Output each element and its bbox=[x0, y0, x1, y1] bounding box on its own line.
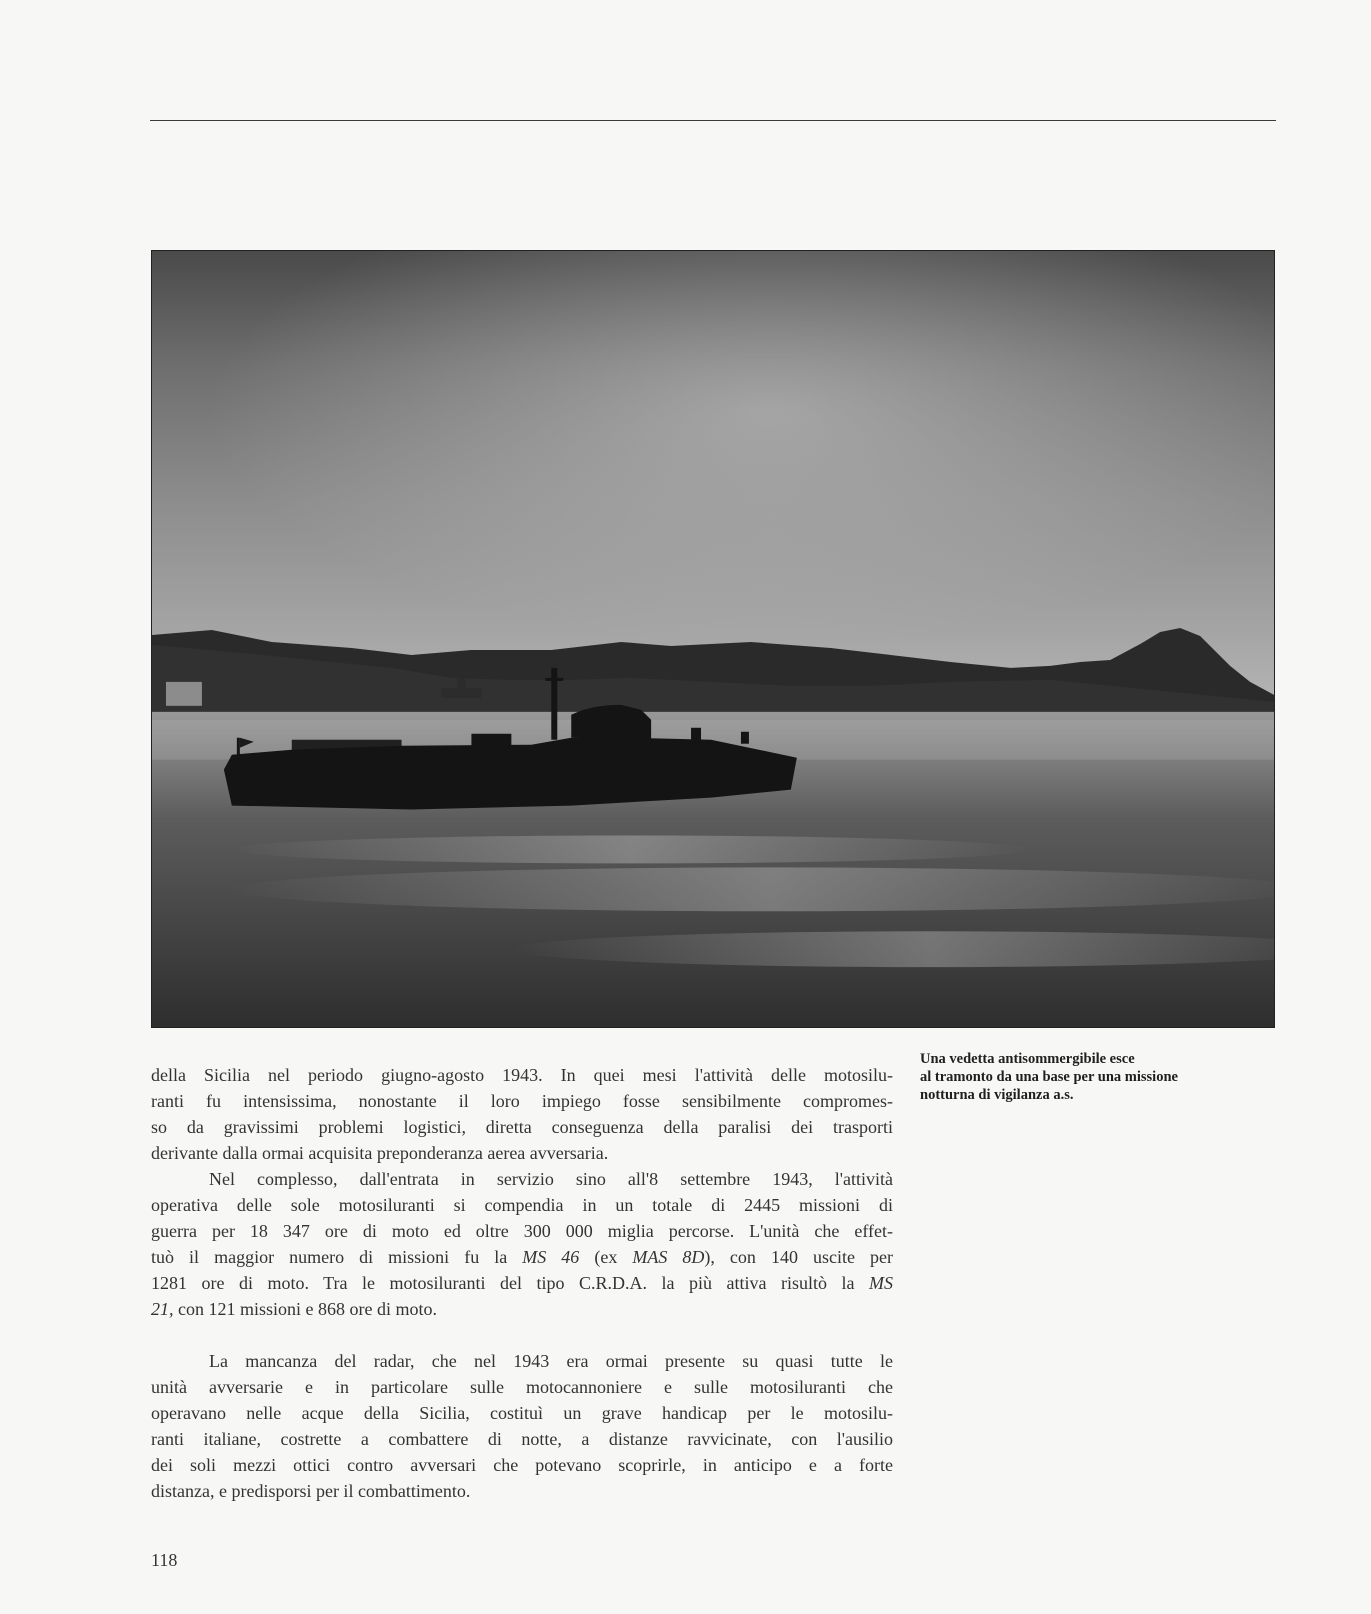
text-line: dei soli mezzi ottici contro avversari che potevano scoprirle, in anticipo e a forte bbox=[151, 1455, 893, 1475]
paragraph-gap bbox=[151, 1322, 893, 1348]
text-line: so da gravissimi problemi logistici, diretta conseguenza della paralisi dei trasporti bbox=[151, 1117, 893, 1137]
paragraph-3 bbox=[151, 1348, 893, 1504]
text-line: La mancanza del radar, che nel 1943 era ormai presente su quasi tutte le bbox=[209, 1351, 893, 1371]
header-rule bbox=[150, 120, 1276, 121]
text-line: distanza, e predisporsi per il combattimento. bbox=[151, 1481, 471, 1501]
text-line: Nel complesso, dall'entrata in servizio sino all'8 settembre 1943, l'attività bbox=[209, 1169, 893, 1189]
photo-caption bbox=[920, 1050, 1280, 1104]
text-line: unità avversarie e in particolare sulle motocannoniere e sulle motosiluranti che bbox=[151, 1377, 893, 1397]
vessel-name-21: 21, bbox=[151, 1299, 174, 1319]
text-line: operativa delle sole motosiluranti si compendia in un totale di 2445 missioni di bbox=[151, 1195, 893, 1215]
text-line: derivante dalla ormai acquisita preponderanza aerea avversaria. bbox=[151, 1143, 609, 1163]
page-number: 118 bbox=[151, 1550, 178, 1570]
vessel-name-ms: MS bbox=[869, 1273, 893, 1293]
caption-line: notturna di vigilanza a.s. bbox=[920, 1087, 1074, 1103]
text-line bbox=[151, 1270, 893, 1296]
text-run: 1281 ore di moto. Tra le motosiluranti del tipo C.R.D.A. la più attiva risultò la bbox=[151, 1273, 869, 1293]
vessel-name-mas8d: MAS 8D bbox=[632, 1247, 705, 1267]
text-line: ranti italiane, costrette a combattere di notte, a distanze ravvicinate, con l'ausilio bbox=[151, 1429, 893, 1449]
text-line: della Sicilia nel periodo giugno-agosto 1943. In quei mesi l'attività delle motosilu- bbox=[151, 1065, 893, 1085]
paragraph-1 bbox=[151, 1062, 893, 1166]
body-text bbox=[151, 1062, 893, 1504]
text-run: tuò il maggior numero di missioni fu la bbox=[151, 1247, 523, 1267]
text-line bbox=[151, 1244, 893, 1270]
photo-illustration bbox=[152, 251, 1274, 1027]
text-line: ranti fu intensissima, nonostante il loro impiego fosse sensibilmente compromes- bbox=[151, 1091, 893, 1111]
text-line bbox=[151, 1296, 893, 1322]
text-line: guerra per 18 347 ore di moto ed oltre 300 000 miglia percorse. L'unità che effet- bbox=[151, 1221, 893, 1241]
text-line: operavano nelle acque della Sicilia, costituì un grave handicap per le motosilu- bbox=[151, 1403, 893, 1423]
caption-line: Una vedetta antisommergibile esce bbox=[920, 1051, 1135, 1067]
text-run: con 121 missioni e 868 ore di moto. bbox=[173, 1299, 437, 1319]
text-run: (ex bbox=[579, 1247, 633, 1267]
vessel-name-ms46: MS 46 bbox=[522, 1247, 580, 1267]
text-run: ), con 140 uscite per bbox=[704, 1247, 893, 1267]
paragraph-2 bbox=[151, 1166, 893, 1322]
photograph-vedetta-at-sunset bbox=[151, 250, 1275, 1028]
caption-line: al tramonto da una base per una missione bbox=[920, 1069, 1178, 1085]
